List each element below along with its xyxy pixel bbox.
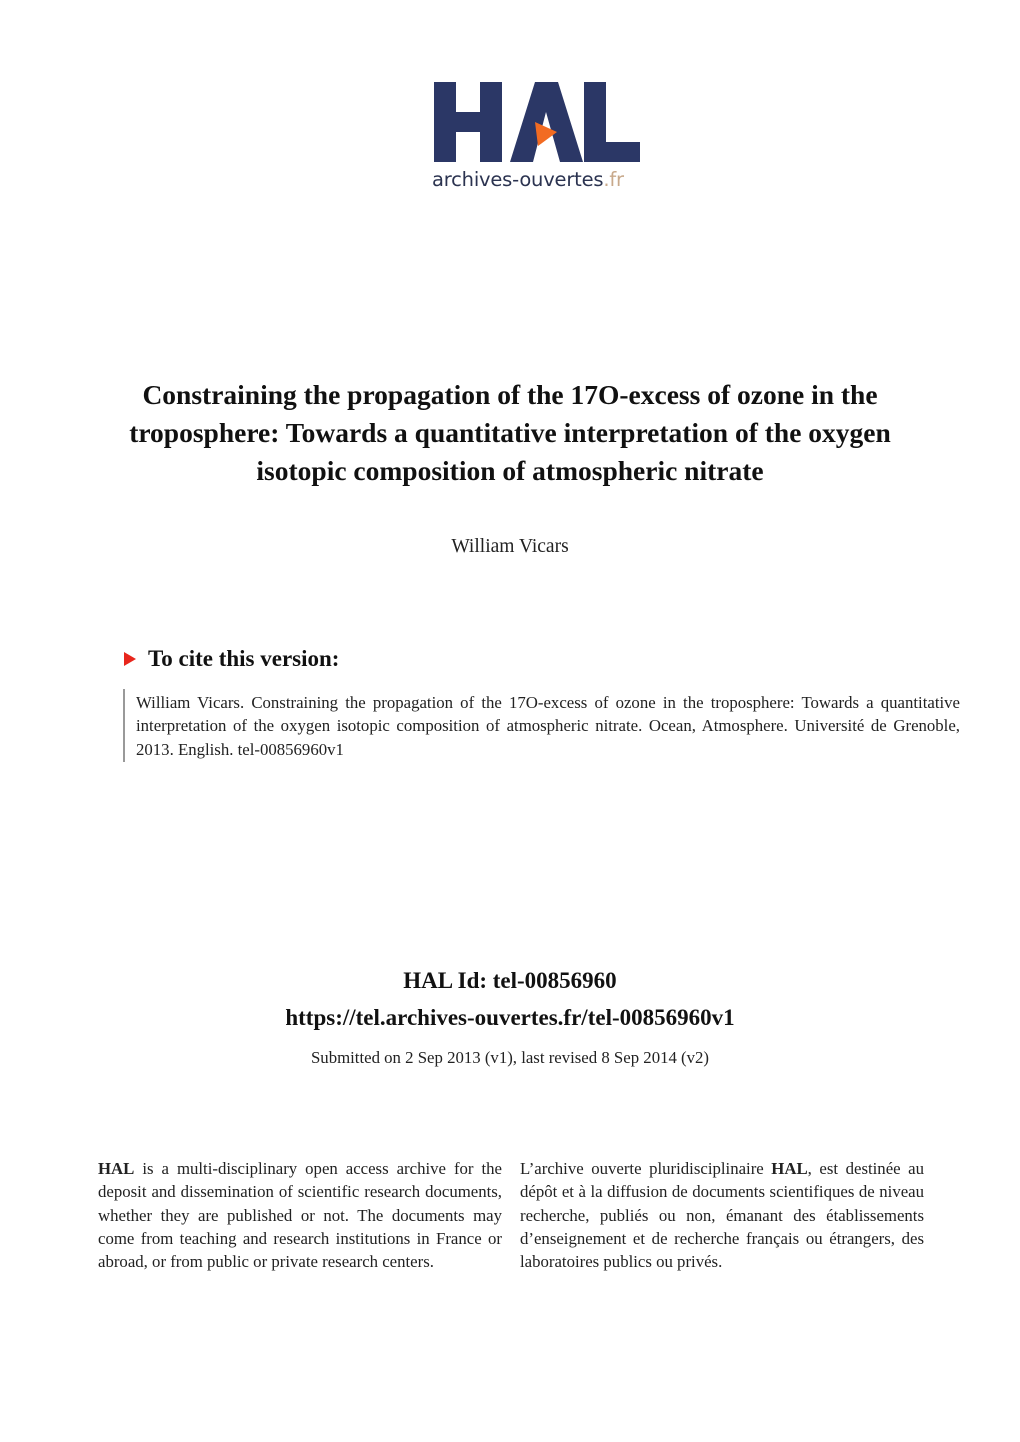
submission-info: Submitted on 2 Sep 2013 (v1), last revised 8 Sep 2014 (v2) xyxy=(310,1048,710,1067)
hal-id: HAL Id: tel-00856960 xyxy=(403,968,617,993)
abstract-english xyxy=(98,1157,502,1273)
abstract-english-text: is a multi-disciplinary open access archive for the deposit and dissemination of scientific research documents, whether they are published or not. The documents may come from teaching and research institutions in France or abroad, or from public or private research centers. xyxy=(98,1159,502,1272)
cite-bar xyxy=(123,689,125,762)
abstract-french-text: , est destinée au dépôt et à la diffusion de documents scientifiques de niveau recherche, publiés ou non, émanant des établissements d’enseignement et de recherche français ou étrangers, des laboratoires publics ou privés. xyxy=(520,1159,924,1272)
hal-logo xyxy=(432,78,642,198)
abstract-french-lead: L’archive ouverte pluridisciplinaire xyxy=(520,1159,772,1178)
hal-logo-icon xyxy=(432,78,642,166)
hal-tagline: archives-ouvertes.fr xyxy=(432,168,624,191)
hal-url-link[interactable]: https://tel.archives-ouvertes.fr/tel-00856960v1 xyxy=(285,1005,735,1030)
document-title: Constraining the propagation of the 17O-excess of ozone in the troposphere: Towards a quantitative interpretation of the oxygen isotopic composition of atmospheric nitrate xyxy=(129,379,891,486)
cite-heading: To cite this version: xyxy=(148,646,340,671)
author-name: William Vicars xyxy=(451,536,569,557)
citation-text: William Vicars. Constraining the propagation of the 17O-excess of ozone in the troposphere: Towards a quantitative interpretation of the oxygen isotopic composition of atmospheric nitrate. Ocean, Atmosphere. Université de Grenoble, 2013. English. tel-00856960v1 xyxy=(136,693,960,759)
hal-bold: HAL xyxy=(771,1159,808,1178)
hal-bold: HAL xyxy=(98,1159,135,1178)
abstract-french xyxy=(520,1157,924,1273)
